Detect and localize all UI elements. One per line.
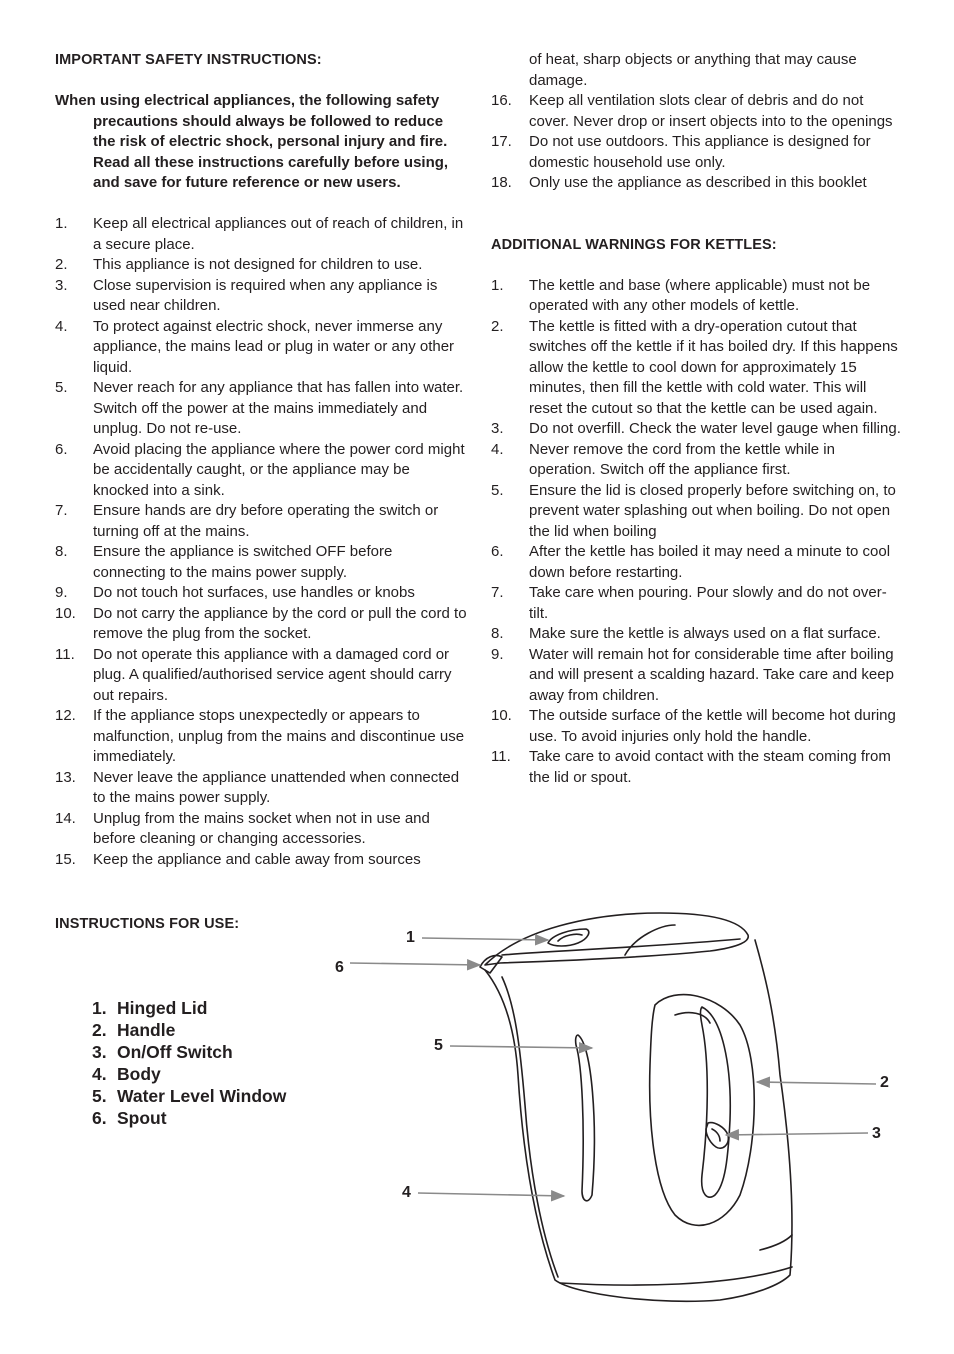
kettle-diagram: [330, 895, 910, 1340]
item-text: Never leave the appliance unattended when connected to the mains power supply.: [93, 768, 460, 806]
item-number: 5.: [55, 379, 68, 396]
list-item: [491, 419, 903, 440]
part-label: Spout: [117, 1108, 167, 1128]
list-item: [491, 317, 903, 420]
item-text: Ensure the lid is closed properly before switching on, to prevent water splashing out when boiling. Do not open the lid when boiling: [529, 481, 896, 540]
safety-item-15-continued: of heat, sharp objects or anything that may cause damage.: [529, 51, 857, 89]
item-number: 2.: [55, 256, 68, 273]
body-outline: [485, 940, 792, 1301]
item-number: 12.: [55, 707, 76, 724]
item-text: The outside surface of the kettle will become hot during use. To avoid injuries only hold the handle.: [529, 707, 896, 745]
list-item: [491, 91, 903, 132]
item-number: 13.: [55, 768, 76, 786]
list-item: [491, 583, 903, 624]
list-item: [491, 173, 903, 194]
item-text: The kettle and base (where applicable) must not be operated with any other models of kettle.: [529, 276, 871, 314]
safety-heading: IMPORTANT SAFETY INSTRUCTIONS:: [55, 52, 322, 68]
item-text: Never reach for any appliance that has fallen into water. Switch off the power at the mains immediately and unplug. Do not re-use.: [93, 379, 464, 437]
item-text: Ensure the appliance is switched OFF before connecting to the mains power supply.: [93, 543, 393, 581]
part-number: 6.: [92, 1108, 107, 1128]
item-number: 8.: [491, 625, 504, 642]
item-number: 1.: [55, 215, 68, 232]
list-item: [55, 706, 467, 768]
item-text: Ensure hands are dry before operating the switch or turning off at the mains.: [93, 502, 439, 540]
callout-4: 4: [402, 1184, 411, 1201]
item-number: 6.: [491, 543, 504, 560]
item-number: 15.: [55, 850, 76, 868]
list-item: [55, 378, 467, 440]
list-item: [55, 276, 467, 317]
item-text: Do not carry the appliance by the cord or pull the cord to remove the plug from the socket.: [93, 604, 467, 642]
part-number: 2.: [92, 1020, 107, 1040]
list-item: [55, 317, 467, 379]
list-item: [55, 501, 467, 542]
item-text: Only use the appliance as described in this booklet: [529, 174, 867, 191]
safety-intro: When using electrical appliances, the following safety precautions should always be followed to reduce the risk of electric shock, personal injury and fire. Read all these instructions carefully before using, and save for future reference or new users.: [55, 92, 449, 191]
item-number: 3.: [491, 420, 504, 437]
list-item: [491, 276, 903, 317]
part-item: [92, 1063, 286, 1085]
item-text: Take care to avoid contact with the steam coming from the lid or spout.: [529, 748, 891, 786]
item-number: 16.: [491, 92, 512, 109]
item-text: Keep all electrical appliances out of reach of children, in a secure place.: [93, 215, 464, 253]
list-item: [55, 768, 467, 809]
item-text: Make sure the kettle is always used on a flat surface.: [529, 625, 881, 642]
list-item: [55, 809, 467, 850]
left-column: [55, 50, 467, 870]
list-item: [55, 604, 467, 645]
item-text: The kettle is fitted with a dry-operation cutout that switches off the kettle if it has boiled dry. If this happens allow the kettle to cool down for approximately 15 minutes, then fill the kettle with cold water. This will reset the cutout so that the kettle can be used again.: [529, 317, 898, 417]
item-number: 4.: [55, 317, 68, 335]
item-number: 4.: [491, 440, 504, 458]
water-window-outline: [576, 1035, 595, 1201]
item-text: Close supervision is required when any appliance is used near children.: [93, 276, 438, 314]
item-number: 1.: [491, 276, 504, 294]
item-text: This appliance is not designed for children to use.: [93, 256, 423, 273]
list-item: [55, 440, 467, 502]
item-number: 11.: [55, 645, 75, 663]
item-number: 14.: [55, 809, 76, 827]
right-column: [491, 50, 903, 788]
item-number: 7.: [55, 502, 68, 519]
part-label: Handle: [117, 1020, 176, 1040]
part-item: [92, 1019, 286, 1041]
list-item: [491, 132, 903, 173]
item-text: Avoid placing the appliance where the power cord might be accidentally caught, or the appliance may be knocked into a sink.: [93, 440, 465, 499]
list-item: [55, 583, 467, 604]
switch-outline: [706, 1123, 728, 1149]
item-text: If the appliance stops unexpectedly or appears to malfunction, unplug from the mains and discontinue use immediately.: [93, 707, 465, 765]
kettle-warnings-list: [491, 276, 903, 789]
lid-switch-outline: [548, 929, 589, 946]
item-number: 8.: [55, 543, 68, 560]
instructions-heading: INSTRUCTIONS FOR USE:: [55, 916, 240, 932]
item-number: 7.: [491, 584, 504, 601]
safety-list-continued: [491, 91, 903, 194]
part-label: Water Level Window: [117, 1086, 287, 1106]
parts-list: [92, 997, 286, 1129]
item-number: 2.: [491, 317, 504, 335]
part-label: Body: [117, 1064, 161, 1084]
item-number: 11.: [491, 748, 511, 765]
item-text: Do not operate this appliance with a damaged cord or plug. A qualified/authorised service agent should carry out repairs.: [93, 645, 452, 704]
part-number: 3.: [92, 1042, 107, 1062]
item-number: 10.: [55, 604, 76, 622]
list-item: [491, 542, 903, 583]
callout-6: 6: [335, 959, 344, 976]
item-number: 18.: [491, 174, 512, 191]
list-item: [55, 542, 467, 583]
list-item: [491, 747, 903, 788]
part-item: [92, 1041, 286, 1063]
item-text: After the kettle has boiled it may need a minute to cool down before restarting.: [529, 543, 891, 581]
item-text: Water will remain hot for considerable time after boiling and will present a scalding hazard. Take care and keep away from children.: [529, 645, 894, 704]
item-text: Keep the appliance and cable away from sources: [93, 850, 421, 868]
part-label: On/Off Switch: [117, 1042, 233, 1062]
item-text: Never remove the cord from the kettle while in operation. Switch off the appliance first.: [529, 440, 835, 478]
list-item: [55, 214, 467, 255]
callout-5: 5: [434, 1037, 443, 1054]
safety-list: [55, 214, 467, 870]
callout-2: 2: [880, 1074, 889, 1091]
list-item: [491, 440, 903, 481]
part-item: [92, 1085, 286, 1107]
part-label: Hinged Lid: [117, 998, 208, 1018]
kettle-illustration: [330, 895, 910, 1340]
list-item: [55, 255, 467, 276]
item-text: Do not use outdoors. This appliance is designed for domestic household use only.: [529, 133, 871, 171]
item-text: Do not touch hot surfaces, use handles or knobs: [93, 584, 415, 601]
item-number: 3.: [55, 276, 68, 294]
item-number: 9.: [55, 584, 68, 601]
part-number: 5.: [92, 1086, 107, 1106]
part-item: [92, 997, 286, 1019]
list-item: [491, 481, 903, 543]
list-item: [491, 706, 903, 747]
list-item: [491, 624, 903, 645]
part-number: 1.: [92, 998, 107, 1018]
kettle-warnings-heading: ADDITIONAL WARNINGS FOR KETTLES:: [491, 236, 777, 253]
item-text: Keep all ventilation slots clear of debris and do not cover. Never drop or insert objects into to the openings: [529, 92, 893, 130]
part-number: 4.: [92, 1064, 107, 1084]
item-number: 5.: [491, 481, 504, 499]
item-text: To protect against electric shock, never immerse any appliance, the mains lead or plug in water or any other liquid.: [93, 317, 455, 376]
list-item: [55, 645, 467, 707]
item-text: Take care when pouring. Pour slowly and do not over-tilt.: [529, 584, 887, 622]
handle-outline: [650, 995, 755, 1226]
callout-1: 1: [406, 929, 415, 946]
item-number: 17.: [491, 133, 512, 150]
item-number: 10.: [491, 707, 512, 724]
list-item: [55, 850, 467, 871]
item-number: 6.: [55, 440, 68, 458]
callout-3: 3: [872, 1125, 881, 1142]
item-text: Do not overfill. Check the water level gauge when filling.: [529, 420, 901, 437]
item-text: Unplug from the mains socket when not in use and before cleaning or changing accessories.: [93, 809, 430, 847]
part-item: [92, 1107, 286, 1129]
list-item: [491, 645, 903, 707]
item-number: 9.: [491, 645, 504, 663]
